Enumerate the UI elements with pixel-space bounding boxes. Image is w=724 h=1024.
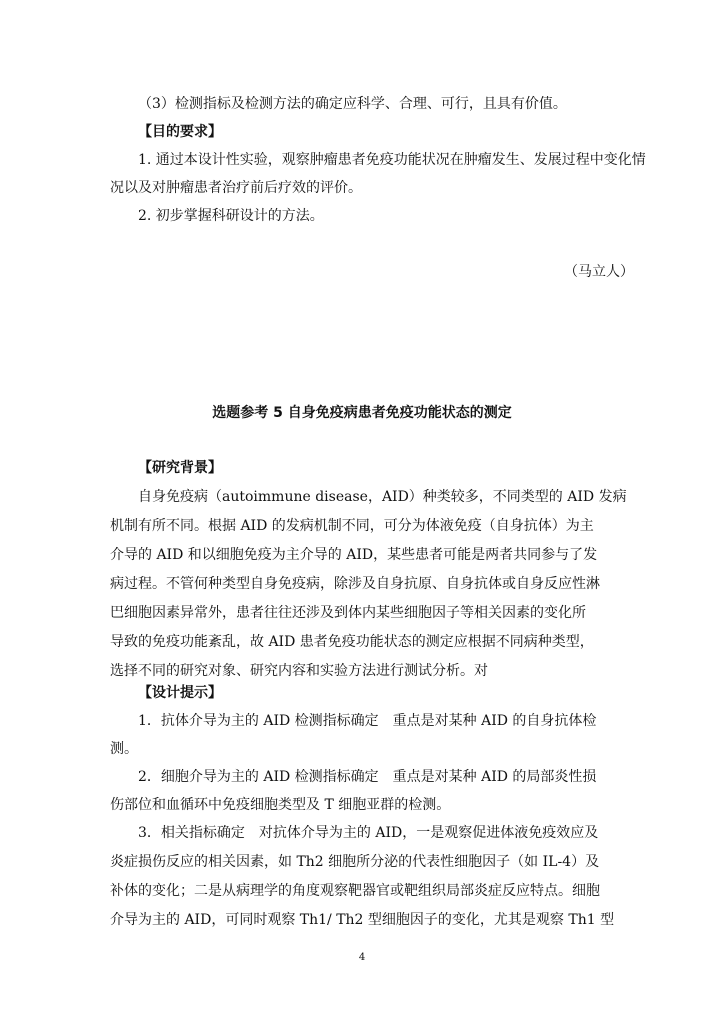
design-line-3: 2．细胞介导为主的 AID 检测指标确定 重点是对某种 AID 的局部炎性损 bbox=[138, 769, 597, 785]
design-line-7: 补体的变化；二是从病理学的角度观察靶器官或靶组织局部炎症反应特点。细胞 bbox=[110, 883, 600, 899]
criteria-item-3: （3）检测指标及检测方法的确定应科学、合理、可行，且具有价值。 bbox=[138, 96, 567, 112]
section-title: 选题参考 5 自身免疫病患者免疫功能状态的测定 bbox=[212, 405, 512, 421]
background-line-6: 导致的免疫功能紊乱，故 AID 患者免疫功能状态的测定应根据不同病种类型， bbox=[110, 634, 594, 650]
design-line-5: 3．相关指标确定 对抗体介导为主的 AID，一是观察促进体液免疫效应及 bbox=[138, 825, 599, 841]
design-line-2: 测。 bbox=[110, 741, 138, 757]
background-line-2: 机制有所不同。根据 AID 的发病机制不同，可分为体液免疫（自身抗体）为主 bbox=[110, 518, 594, 534]
page-number: 4 bbox=[358, 952, 366, 963]
design-line-6: 炎症损伤反应的相关因素，如 Th2 细胞所分泌的代表性细胞因子（如 IL-4）及 bbox=[110, 854, 600, 870]
heading-design-hints: 【设计提示】 bbox=[138, 685, 222, 701]
design-line-8: 介导为主的 AID，可同时观察 Th1/ Th2 型细胞因子的变化，尤其是观察 Th1 型 bbox=[110, 912, 615, 928]
author-name: （马立人） bbox=[564, 264, 634, 280]
heading-goal-requirements: 【目的要求】 bbox=[138, 124, 222, 140]
background-line-7: 选择不同的研究对象、研究内容和实验方法进行测试分析。对 bbox=[110, 663, 488, 679]
background-line-4: 病过程。不管何种类型自身免疫病，除涉及自身抗原、自身抗体或自身反应性淋 bbox=[110, 576, 600, 592]
design-line-4: 伤部位和血循环中免疫细胞类型及 T 细胞亚群的检测。 bbox=[110, 797, 451, 813]
background-line-1: 自身免疫病（autoimmune disease，AID）种类较多，不同类型的 AID 发病 bbox=[138, 489, 627, 505]
heading-research-background: 【研究背景】 bbox=[138, 460, 222, 476]
goal-1-line-2: 况以及对肿瘤患者治疗前后疗效的评价。 bbox=[110, 180, 362, 196]
goal-2: 2. 初步掌握科研设计的方法。 bbox=[138, 208, 324, 224]
goal-1-line-1: 1. 通过本设计性实验，观察肿瘤患者免疫功能状况在肿瘤发生、发展过程中变化情 bbox=[138, 152, 646, 168]
design-line-1: 1．抗体介导为主的 AID 检测指标确定 重点是对某种 AID 的自身抗体检 bbox=[138, 713, 597, 729]
background-line-3: 介导的 AID 和以细胞免疫为主介导的 AID，某些患者可能是两者共同参与了发 bbox=[110, 547, 598, 563]
background-line-5: 巴细胞因素异常外，患者往往还涉及到体内某些细胞因子等相关因素的变化所 bbox=[110, 605, 586, 621]
